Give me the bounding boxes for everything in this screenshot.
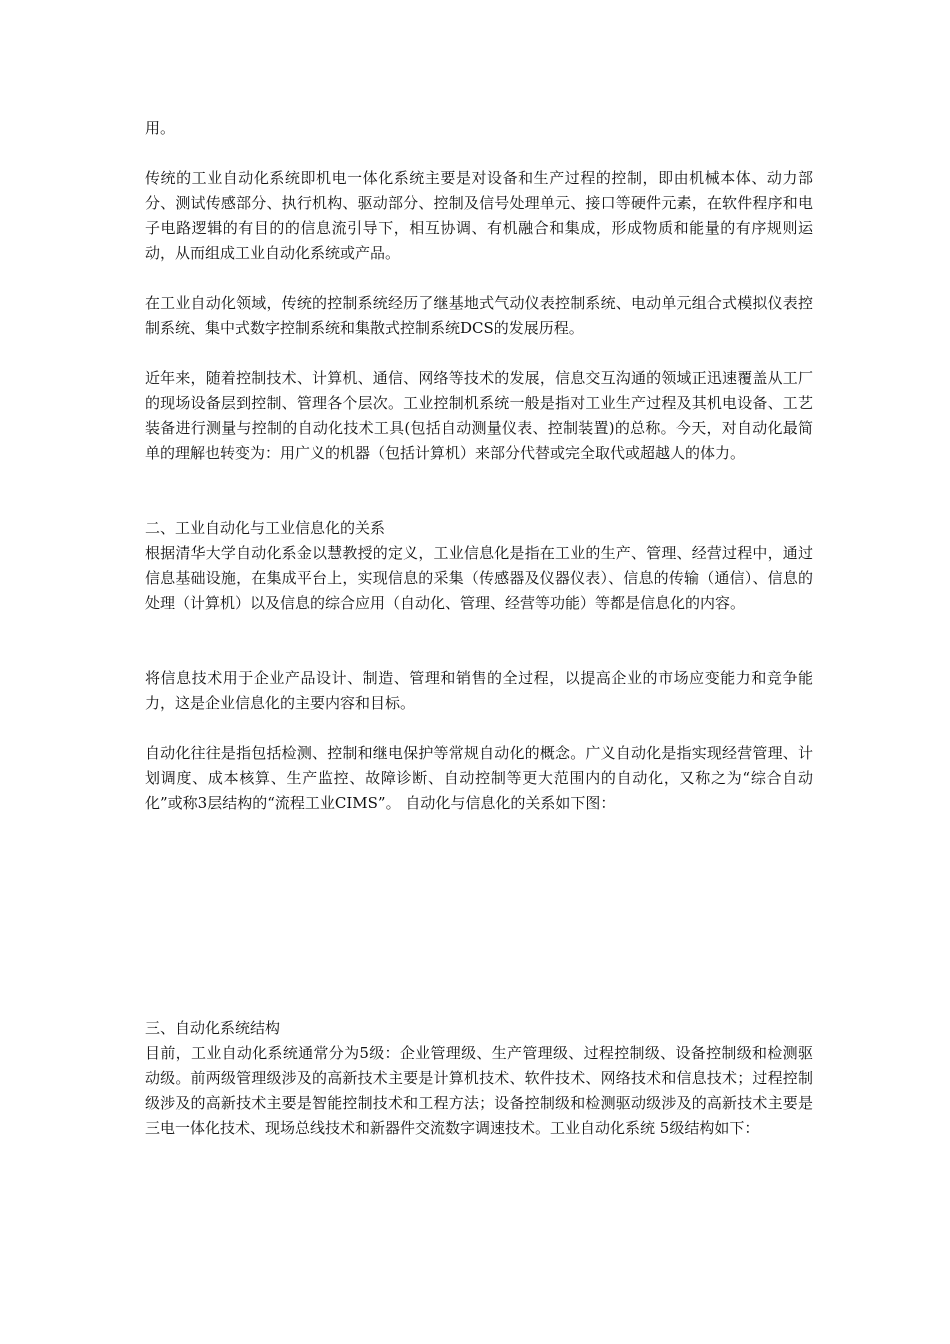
paragraph-enterprise-informatization: 将信息技术用于企业产品设计、制造、管理和销售的全过程，以提高企业的市场应变能力和竞争能力，这是企业信息化的主要内容和目标。 <box>145 669 813 712</box>
paragraph-recent-developments: 近年来，随着控制技术、计算机、通信、网络等技术的发展，信息交互沟通的领域正迅速覆盖从工厂的现场设备层到控制、管理各个层次。工业控制机系统一般是指对工业生产过程及其机电设备、工艺装备进行测量与控制的自动化技术工具(包括自动测量仪表、控制装置)的总称。今天，对自动化最简单的理解也转变为：用广义的机器（包括计算机）来部分代替或完全取代或超越人的体力。 <box>145 369 813 462</box>
figure-placeholder <box>145 830 813 1005</box>
paragraph-five-level-structure: 目前，工业自动化系统通常分为5级：企业管理级、生产管理级、过程控制级、设备控制级和检测驱动级。前两级管理级涉及的高新技术主要是计算机技术、软件技术、网络技术和信息技术；过程控制级涉及的高新技术主要是智能控制技术和工程方法；设备控制级和检测驱动级涉及的高新技术主要是三电一体化技术、现场总线技术和新器件交流数字调速技术。工业自动化系统 5级结构如下： <box>145 1044 813 1137</box>
paragraph-traditional-automation: 传统的工业自动化系统即机电一体化系统主要是对设备和生产过程的控制，即由机械本体、动力部分、测试传感部分、执行机构、驱动部分、控制及信号处理单元、接口等硬件元素，在软件程序和电子电路逻辑的有目的的信息流引导下，相互协调、有机融合和集成，形成物质和能量的有序规则运动，从而组成工业自动化系统或产品。 <box>145 169 813 262</box>
section-2-heading: 二、工业自动化与工业信息化的关系 <box>145 519 386 537</box>
paragraph-continuation: 用。 <box>145 119 176 137</box>
paragraph-automation-concept: 自动化往往是指包括检测、控制和继电保护等常规自动化的概念。广义自动化是指实现经营管理、计划调度、成本核算、生产监控、故障诊断、自动控制等更大范围内的自动化，又称之为“综合自动化”或称3层结构的“流程工业CIMS”。 自动化与信息化的关系如下图： <box>145 744 813 812</box>
paragraph-industrial-informatization-definition: 根据清华大学自动化系金以慧教授的定义，工业信息化是指在工业的生产、管理、经营过程中，通过信息基础设施，在集成平台上，实现信息的采集（传感器及仪器仪表）、信息的传输（通信）、信息的处理（计算机）以及信息的综合应用（自动化、管理、经营等功能）等都是信息化的内容。 <box>145 544 813 612</box>
paragraph-control-system-history: 在工业自动化领域，传统的控制系统经历了继基地式气动仪表控制系统、电动单元组合式模拟仪表控制系统、集中式数字控制系统和集散式控制系统DCS的发展历程。 <box>145 294 813 337</box>
section-3-heading: 三、自动化系统结构 <box>145 1019 281 1037</box>
